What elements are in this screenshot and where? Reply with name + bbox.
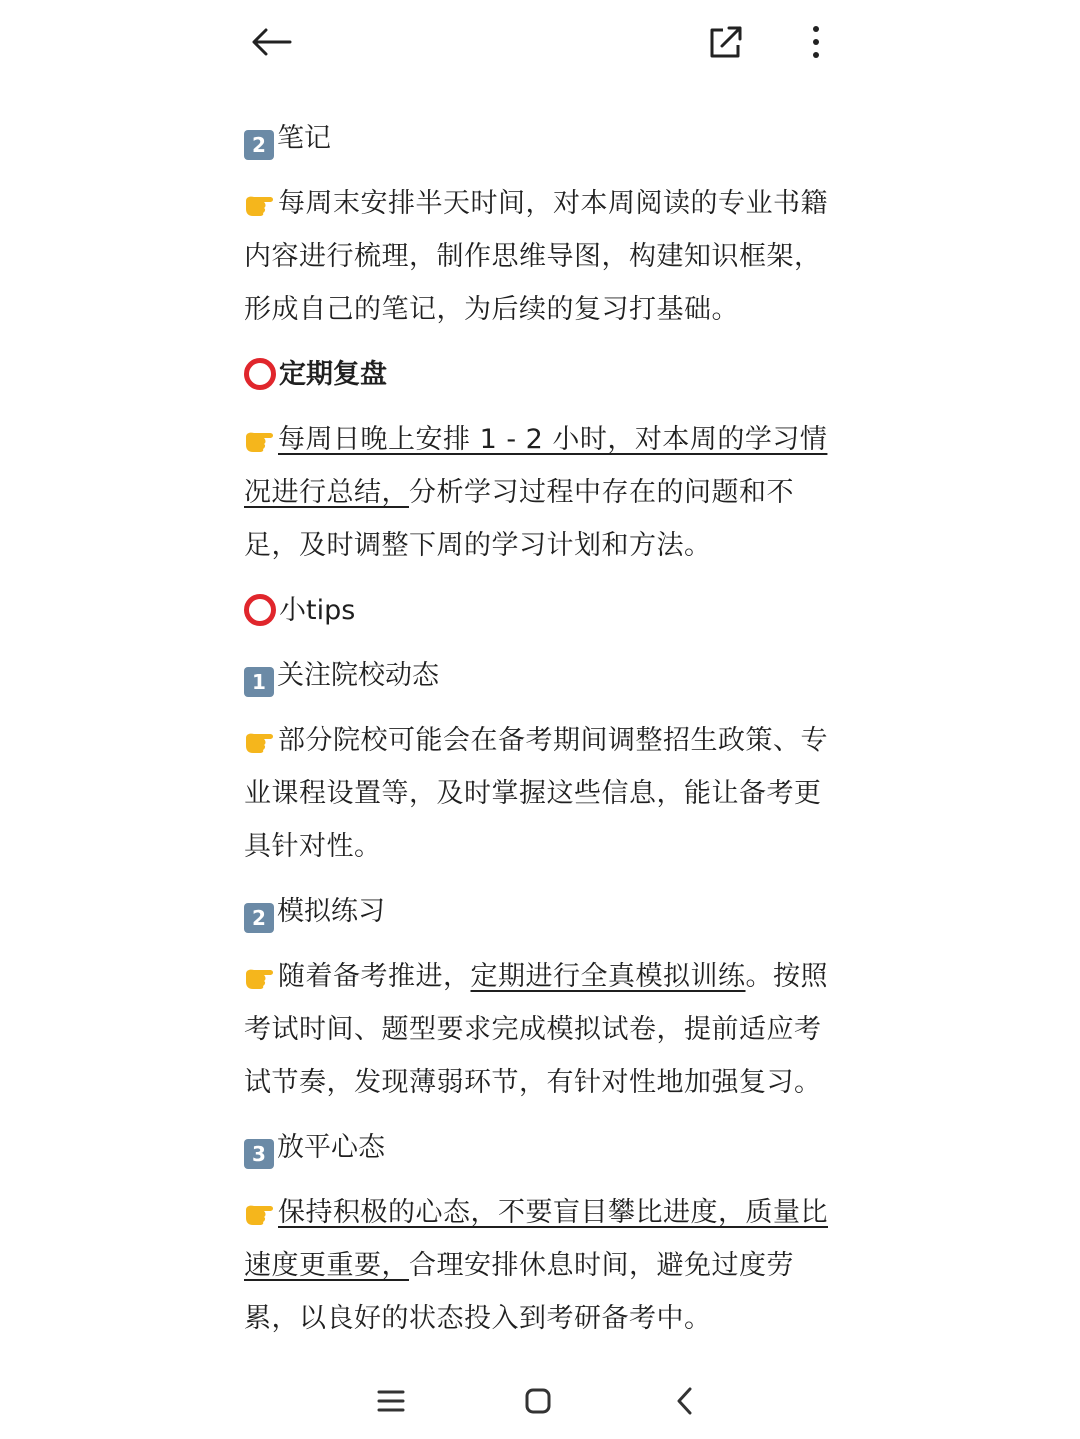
- heading-text: 笔记: [277, 123, 331, 154]
- more-options-button[interactable]: [796, 18, 836, 66]
- share-external-icon: [707, 25, 743, 59]
- arrow-left-icon: [250, 27, 292, 57]
- paragraph-tip-1: 部分院校可能会在备考期间调整招生政策、专 业课程设置等，及时掌握这些信息，能让备考更 具针对性。: [244, 725, 828, 862]
- more-vertical-icon: [811, 25, 821, 59]
- paragraph-review: 每周日晚上安排 1 - 2 小时，对本周的学习情 况进行总结，分析学习过程中存在的问题和不 足，及时调整下周的学习计划和方法。: [244, 424, 828, 561]
- pointing-hand-icon: [244, 1198, 276, 1226]
- keycap-badge: 3: [244, 1139, 274, 1169]
- section-heading-review: [244, 348, 844, 401]
- home-button[interactable]: [513, 1379, 563, 1423]
- system-back-button[interactable]: [660, 1379, 710, 1423]
- section-heading-tips: [244, 584, 844, 637]
- pointing-hand-icon: [244, 189, 276, 217]
- heading-text: 定期复盘: [279, 359, 387, 390]
- paragraph-tip-3: 保持积极的心态，不要盲目攀比进度，质量比 速度更重要，合理安排休息时间，避免过度劳 累，以良好的状态投入到考研备考中。: [244, 1197, 828, 1334]
- note-content: [244, 112, 844, 1345]
- pointing-hand-icon: [244, 962, 276, 990]
- share-button[interactable]: [700, 18, 750, 66]
- heading-text: 关注院校动态: [277, 660, 439, 691]
- keycap-badge: 2: [244, 903, 274, 933]
- red-circle-icon: [244, 594, 276, 626]
- keycap-badge: 2: [244, 130, 274, 160]
- top-toolbar: [0, 0, 1080, 90]
- keycap-badge: 1: [244, 667, 274, 697]
- recent-apps-button[interactable]: [366, 1379, 416, 1423]
- paragraph-tip-2: 随着备考推进，定期进行全真模拟训练。按照 考试时间、题型要求完成模拟试卷，提前适应考 试节奏，发现薄弱环节，有针对性地加强复习。: [244, 961, 828, 1098]
- tip-heading-3: [244, 1121, 844, 1174]
- section-heading-notes: [244, 112, 844, 165]
- heading-text: 放平心态: [277, 1132, 385, 1163]
- tip-heading-1: [244, 649, 844, 702]
- red-circle-icon: [244, 358, 276, 390]
- paragraph-notes: 每周末安排半天时间，对本周阅读的专业书籍 内容进行梳理，制作思维导图，构建知识框架， 形成自己的笔记，为后续的复习打基础。: [244, 188, 828, 325]
- nav-back-icon: [675, 1386, 695, 1416]
- tip-heading-2: [244, 885, 844, 938]
- home-icon: [524, 1387, 552, 1415]
- pointing-hand-icon: [244, 425, 276, 453]
- system-nav-bar: [0, 1365, 1080, 1439]
- heading-text: 小tips: [279, 595, 356, 626]
- recent-apps-icon: [377, 1389, 405, 1413]
- back-button[interactable]: [244, 18, 298, 66]
- heading-text: 模拟练习: [277, 896, 385, 927]
- pointing-hand-icon: [244, 726, 276, 754]
